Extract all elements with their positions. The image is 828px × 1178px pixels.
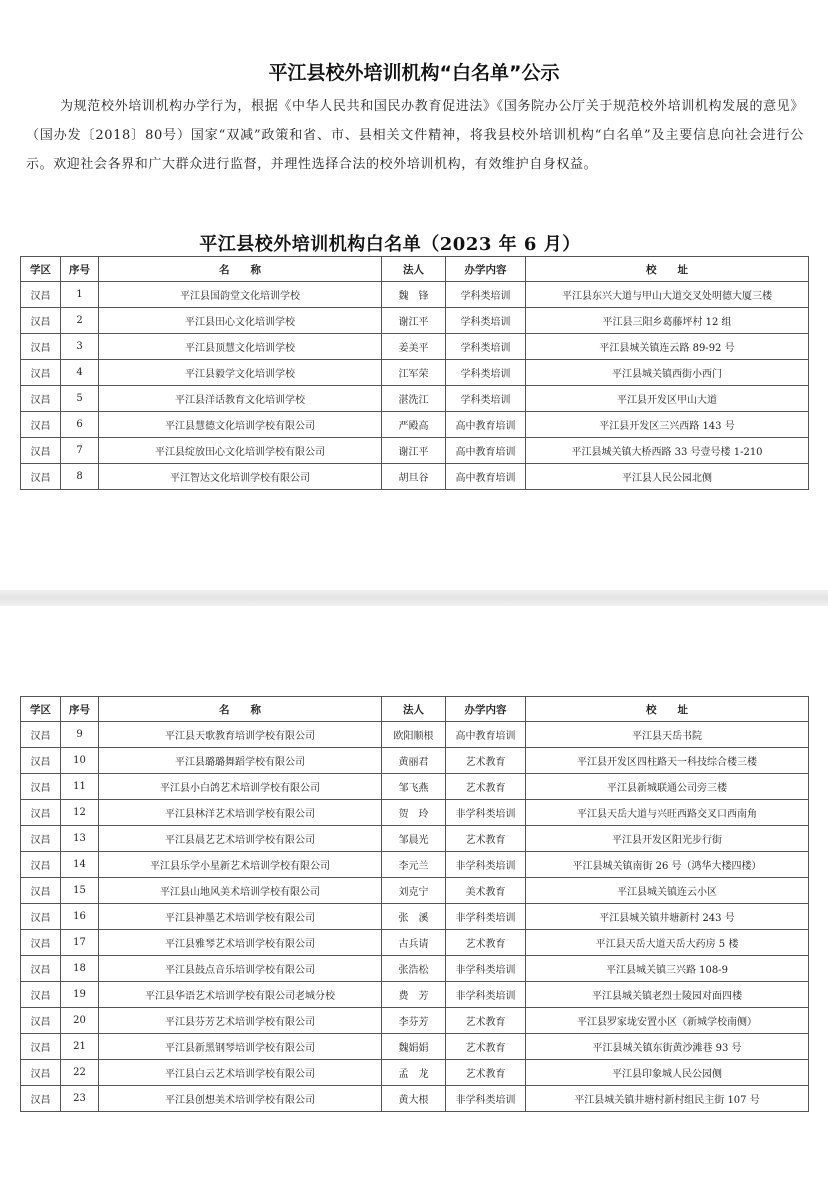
cell-address: 平江县开发区阳光步行街 (526, 826, 809, 852)
cell-name: 平江县洋话教育文化培训学校 (99, 386, 382, 412)
cell-name: 平江县山地风美术培训学校有限公司 (99, 878, 382, 904)
cell-address: 平江县罗家垅安置小区（新城学校南侧） (526, 1008, 809, 1034)
header-no: 序号 (61, 697, 99, 722)
cell-content: 学科类培训 (446, 360, 526, 386)
cell-content: 非学科类培训 (446, 800, 526, 826)
cell-address: 平江县新城联通公司旁三楼 (526, 774, 809, 800)
whitelist-table-part-2 (20, 696, 809, 1112)
cell-content: 高中教育培训 (446, 722, 526, 748)
table-row (21, 748, 809, 774)
cell-district: 汉昌 (21, 334, 61, 360)
table-row (21, 1008, 809, 1034)
cell-name: 平江县璐璐舞蹈学校有限公司 (99, 748, 382, 774)
cell-district: 汉昌 (21, 774, 61, 800)
cell-address: 平江县人民公园北侧 (526, 464, 809, 490)
cell-address: 平江县天岳大道天岳大药房 5 楼 (526, 930, 809, 956)
page-break (0, 590, 828, 606)
cell-representative: 张浩松 (382, 956, 446, 982)
table-row (21, 930, 809, 956)
cell-name: 平江县芬芳艺术培训学校有限公司 (99, 1008, 382, 1034)
cell-no: 16 (61, 904, 99, 930)
cell-content: 艺术教育 (446, 826, 526, 852)
cell-address: 平江县城关镇井塘新村 243 号 (526, 904, 809, 930)
cell-name: 平江县毅学文化培训学校 (99, 360, 382, 386)
cell-name: 平江县鼓点音乐培训学校有限公司 (99, 956, 382, 982)
cell-district: 汉昌 (21, 1034, 61, 1060)
cell-name: 平江县田心文化培训学校 (99, 308, 382, 334)
cell-district: 汉昌 (21, 464, 61, 490)
table-row (21, 308, 809, 334)
header-content: 办学内容 (446, 257, 526, 282)
cell-content: 非学科类培训 (446, 904, 526, 930)
cell-representative: 谢江平 (382, 308, 446, 334)
cell-name: 平江县神墨艺术培训学校有限公司 (99, 904, 382, 930)
cell-name: 平江县乐学小星新艺术培训学校有限公司 (99, 852, 382, 878)
table-row (21, 800, 809, 826)
header-address: 校 址 (526, 697, 809, 722)
cell-representative: 张 溪 (382, 904, 446, 930)
cell-content: 高中教育培训 (446, 438, 526, 464)
cell-address: 平江县印象城人民公园侧 (526, 1060, 809, 1086)
cell-no: 11 (61, 774, 99, 800)
cell-address: 平江县天岳大道与兴旺西路交叉口西南角 (526, 800, 809, 826)
table-row (21, 282, 809, 308)
cell-no: 20 (61, 1008, 99, 1034)
cell-content: 学科类培训 (446, 308, 526, 334)
cell-content: 学科类培训 (446, 282, 526, 308)
table-row (21, 878, 809, 904)
header-name: 名 称 (99, 257, 382, 282)
cell-no: 18 (61, 956, 99, 982)
cell-no: 4 (61, 360, 99, 386)
cell-representative: 李元兰 (382, 852, 446, 878)
cell-no: 8 (61, 464, 99, 490)
cell-name: 平江县雅琴艺术培训学校有限公司 (99, 930, 382, 956)
table-body-part-1 (21, 282, 809, 490)
header-representative: 法人 (382, 697, 446, 722)
cell-address: 平江县城关镇东街黄沙滩巷 93 号 (526, 1034, 809, 1060)
cell-name: 平江县国韵堂文化培训学校 (99, 282, 382, 308)
cell-representative: 姜美平 (382, 334, 446, 360)
cell-no: 17 (61, 930, 99, 956)
cell-content: 高中教育培训 (446, 412, 526, 438)
cell-content: 非学科类培训 (446, 956, 526, 982)
cell-no: 21 (61, 1034, 99, 1060)
cell-no: 7 (61, 438, 99, 464)
cell-no: 10 (61, 748, 99, 774)
cell-district: 汉昌 (21, 308, 61, 334)
cell-content: 艺术教育 (446, 930, 526, 956)
cell-name: 平江县顶慧文化培训学校 (99, 334, 382, 360)
cell-content: 学科类培训 (446, 386, 526, 412)
cell-representative: 刘克宁 (382, 878, 446, 904)
header-name: 名 称 (99, 697, 382, 722)
cell-district: 汉昌 (21, 982, 61, 1008)
table-header-row (21, 257, 809, 282)
header-district: 学区 (21, 697, 61, 722)
cell-address: 平江县开发区四柱路天一科技综合楼三楼 (526, 748, 809, 774)
header-district: 学区 (21, 257, 61, 282)
cell-representative: 费 芳 (382, 982, 446, 1008)
table-row (21, 438, 809, 464)
cell-representative: 黄丽君 (382, 748, 446, 774)
document-title: 平江县校外培训机构“白名单”公示 (268, 62, 560, 84)
cell-district: 汉昌 (21, 722, 61, 748)
cell-no: 23 (61, 1086, 99, 1112)
cell-address: 平江县城关镇连云小区 (526, 878, 809, 904)
cell-name: 平江县晨艺艺术培训学校有限公司 (99, 826, 382, 852)
cell-representative: 魏娟娟 (382, 1034, 446, 1060)
cell-district: 汉昌 (21, 1086, 61, 1112)
cell-content: 艺术教育 (446, 1034, 526, 1060)
cell-district: 汉昌 (21, 1008, 61, 1034)
cell-district: 汉昌 (21, 282, 61, 308)
cell-district: 汉昌 (21, 826, 61, 852)
cell-no: 22 (61, 1060, 99, 1086)
table-row (21, 826, 809, 852)
cell-address: 平江县城关镇三兴路 108-9 (526, 956, 809, 982)
cell-no: 14 (61, 852, 99, 878)
cell-district: 汉昌 (21, 930, 61, 956)
cell-address: 平江县城关镇老烈士陵园对面四楼 (526, 982, 809, 1008)
cell-district: 汉昌 (21, 1060, 61, 1086)
cell-representative: 魏 锋 (382, 282, 446, 308)
cell-name: 平江智达文化培训学校有限公司 (99, 464, 382, 490)
cell-address: 平江县城关镇南街 26 号（鸿华大楼四楼） (526, 852, 809, 878)
cell-address: 平江县天岳书院 (526, 722, 809, 748)
cell-content: 学科类培训 (446, 334, 526, 360)
table-row (21, 722, 809, 748)
cell-name: 平江县白云艺术培训学校有限公司 (99, 1060, 382, 1086)
cell-representative: 严殿高 (382, 412, 446, 438)
cell-no: 5 (61, 386, 99, 412)
cell-content: 非学科类培训 (446, 1086, 526, 1112)
cell-address: 平江县城关镇连云路 89-92 号 (526, 334, 809, 360)
cell-representative: 欧阳顺根 (382, 722, 446, 748)
table-row (21, 412, 809, 438)
cell-no: 6 (61, 412, 99, 438)
table-row (21, 1034, 809, 1060)
cell-name: 平江县慧德文化培训学校有限公司 (99, 412, 382, 438)
cell-no: 19 (61, 982, 99, 1008)
whitelist-table-part-1 (20, 256, 809, 490)
cell-no: 13 (61, 826, 99, 852)
cell-content: 美术教育 (446, 878, 526, 904)
cell-district: 汉昌 (21, 956, 61, 982)
table-row (21, 956, 809, 982)
cell-name: 平江县创想美术培训学校有限公司 (99, 1086, 382, 1112)
cell-representative: 邹晨光 (382, 826, 446, 852)
list-title: 平江县校外培训机构白名单（2023 年 6 月） (199, 234, 581, 255)
table-row (21, 1086, 809, 1112)
cell-name: 平江县华语艺术培训学校有限公司老城分校 (99, 982, 382, 1008)
cell-content: 高中教育培训 (446, 464, 526, 490)
cell-no: 1 (61, 282, 99, 308)
table-row (21, 774, 809, 800)
cell-representative: 湛洗江 (382, 386, 446, 412)
cell-content: 艺术教育 (446, 1060, 526, 1086)
cell-district: 汉昌 (21, 878, 61, 904)
cell-representative: 贺 玲 (382, 800, 446, 826)
cell-address: 平江县开发区甲山大道 (526, 386, 809, 412)
cell-address: 平江县开发区三兴西路 143 号 (526, 412, 809, 438)
cell-representative: 胡旦谷 (382, 464, 446, 490)
cell-district: 汉昌 (21, 360, 61, 386)
table-row (21, 464, 809, 490)
cell-name: 平江县林洋艺术培训学校有限公司 (99, 800, 382, 826)
cell-address: 平江县城关镇大桥西路 33 号壹号楼 1-210 (526, 438, 809, 464)
cell-address: 平江县城关镇井塘村新村组民主街 107 号 (526, 1086, 809, 1112)
cell-address: 平江县三阳乡葛藤坪村 12 组 (526, 308, 809, 334)
cell-district: 汉昌 (21, 412, 61, 438)
table-body-part-2 (21, 722, 809, 1112)
cell-representative: 江军荣 (382, 360, 446, 386)
table-row (21, 334, 809, 360)
cell-no: 15 (61, 878, 99, 904)
table-row (21, 852, 809, 878)
cell-content: 艺术教育 (446, 1008, 526, 1034)
cell-content: 艺术教育 (446, 774, 526, 800)
cell-representative: 黄大根 (382, 1086, 446, 1112)
cell-no: 12 (61, 800, 99, 826)
cell-address: 平江县城关镇西街小西门 (526, 360, 809, 386)
document-page-2 (0, 606, 828, 1178)
header-address: 校 址 (526, 257, 809, 282)
cell-district: 汉昌 (21, 748, 61, 774)
table-row (21, 386, 809, 412)
cell-representative: 李芬芳 (382, 1008, 446, 1034)
header-content: 办学内容 (446, 697, 526, 722)
table-row (21, 360, 809, 386)
cell-no: 9 (61, 722, 99, 748)
cell-district: 汉昌 (21, 438, 61, 464)
cell-no: 2 (61, 308, 99, 334)
intro-paragraph: 为规范校外培训机构办学行为，根据《中华人民共和国民办教育促进法》《国务院办公厅关于规范校外培训机构发展的意见》（国办发〔2018〕80号）国家“双减”政策和省、市、县相关文件精神，将我县校外培训机构“白名单”及主要信息向社会进行公示。欢迎社会各界和广大群众进行监督，并理性选择合法的校外培训机构，有效维护自身权益。 (26, 99, 804, 172)
table-header-row (21, 697, 809, 722)
header-no: 序号 (61, 257, 99, 282)
cell-name: 平江县小白鸽艺术培训学校有限公司 (99, 774, 382, 800)
cell-district: 汉昌 (21, 904, 61, 930)
cell-name: 平江县绽放田心文化培训学校有限公司 (99, 438, 382, 464)
cell-representative: 谢江平 (382, 438, 446, 464)
cell-representative: 孟 龙 (382, 1060, 446, 1086)
cell-no: 3 (61, 334, 99, 360)
cell-district: 汉昌 (21, 800, 61, 826)
header-representative: 法人 (382, 257, 446, 282)
cell-content: 非学科类培训 (446, 982, 526, 1008)
cell-name: 平江县新黑钢琴培训学校有限公司 (99, 1034, 382, 1060)
cell-content: 非学科类培训 (446, 852, 526, 878)
cell-content: 艺术教育 (446, 748, 526, 774)
cell-district: 汉昌 (21, 852, 61, 878)
table-row (21, 982, 809, 1008)
cell-district: 汉昌 (21, 386, 61, 412)
cell-representative: 邹飞燕 (382, 774, 446, 800)
cell-address: 平江县东兴大道与甲山大道交叉处明德大厦三楼 (526, 282, 809, 308)
table-row (21, 904, 809, 930)
cell-name: 平江县天歌教育培训学校有限公司 (99, 722, 382, 748)
table-row (21, 1060, 809, 1086)
cell-representative: 古兵请 (382, 930, 446, 956)
